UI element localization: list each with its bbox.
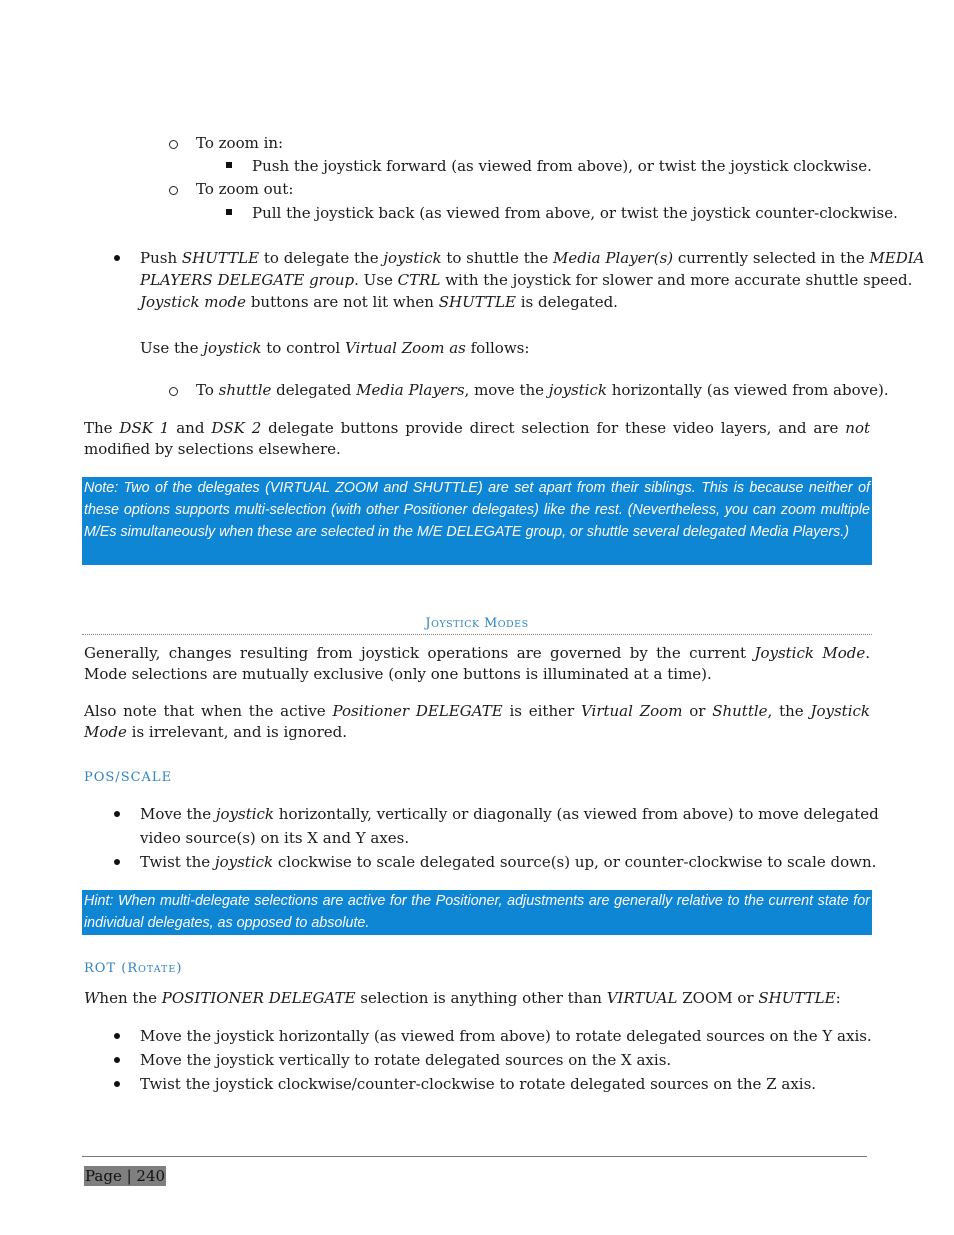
joystick-modes-heading: JOYSTICK MODES [425, 616, 529, 631]
rot-heading: ROT (ROTATE) [84, 961, 183, 976]
bullet-icon [114, 255, 120, 261]
virtual-zoom-intro: Use the joystick to control Virtual Zoom as follows: [140, 339, 530, 357]
bullet-icon [114, 1081, 120, 1087]
zoom-in-detail: Push the joystick forward (as viewed from above), or twist the joystick clockwise. [252, 157, 872, 175]
dsk-paragraph: The DSK 1 and DSK 2 delegate buttons provide direct selection for these video layers, and are not modified by selections elsewhere. [84, 419, 871, 458]
pos-scale-bullet-1-cont: video source(s) on its X and Y axes. [140, 829, 410, 847]
hollow-bullet-icon [169, 186, 178, 195]
bullet-icon [114, 859, 120, 865]
zoom-out-detail: Pull the joystick back (as viewed from above, or twist the joystick counter-clockwise. [252, 204, 898, 222]
zoom-in-label: To zoom in: [196, 134, 284, 152]
zoom-out-label: To zoom out: [196, 180, 294, 198]
joystick-modes-paragraph-1: Generally, changes resulting from joystick operations are governed by the current Joystick Mode. Mode selections are mutually exclusive (only one buttons is illuminated at a time). [84, 644, 870, 683]
bullet-icon [114, 811, 120, 817]
footer-rule [82, 1156, 867, 1157]
hint-box: Hint: When multi-delegate selections are active for the Positioner, adjustments are generally relative to the current state for individual delegates, as opposed to absolute. [82, 890, 872, 935]
hollow-bullet-icon [169, 140, 178, 149]
rot-bullet-1: Move the joystick horizontally (as viewed from above) to rotate delegated sources on the Y axis. [140, 1027, 872, 1045]
square-bullet-icon [226, 162, 232, 168]
shuttle-paragraph: Push SHUTTLE to delegate the joystick to shuttle the Media Player(s) currently selected in the MEDIA PLAYERS DELEGATE group. Use CTRL with the joystick for slower and more accurate shuttle speed. Joystick mode buttons are not lit when SHUTTLE is delegated. [140, 249, 925, 311]
page-number: Page | 240 [85, 1167, 166, 1185]
rot-intro: When the POSITIONER DELEGATE selection is anything other than VIRTUAL ZOOM or SHUTTLE: [84, 989, 841, 1007]
bullet-icon [114, 1057, 120, 1063]
rot-bullet-2: Move the joystick vertically to rotate delegated sources on the X axis. [140, 1051, 672, 1069]
square-bullet-icon [226, 209, 232, 215]
pos-scale-heading: POS/SCALE [84, 770, 173, 785]
pos-scale-bullet-1: Move the joystick horizontally, vertically or diagonally (as viewed from above) to move delegated [140, 805, 879, 823]
pos-scale-bullet-2: Twist the joystick clockwise to scale delegated source(s) up, or counter-clockwise to scale down. [140, 853, 877, 871]
hollow-bullet-icon [169, 387, 178, 396]
heading-divider [82, 634, 872, 635]
joystick-modes-paragraph-2: Also note that when the active Positioner DELEGATE is either Virtual Zoom or Shuttle, the Joystick Mode is irrelevant, and is ignored. [84, 702, 870, 741]
shuttle-sub-item: To shuttle delegated Media Players, move the joystick horizontally (as viewed from above). [196, 381, 889, 399]
note-box: Note: Two of the delegates (VIRTUAL ZOOM and SHUTTLE) are set apart from their siblings. This is because neither of these options supports multi-selection (with other Positioner delegates) like the rest. (Nevertheless, you can zoom multiple M/Es simultaneously when these are selected in the M/E DELEGATE group, or shuttle several delegated Media Players.) [82, 477, 872, 565]
rot-bullet-3: Twist the joystick clockwise/counter-clockwise to rotate delegated sources on the Z axis. [140, 1075, 817, 1093]
bullet-icon [114, 1033, 120, 1039]
